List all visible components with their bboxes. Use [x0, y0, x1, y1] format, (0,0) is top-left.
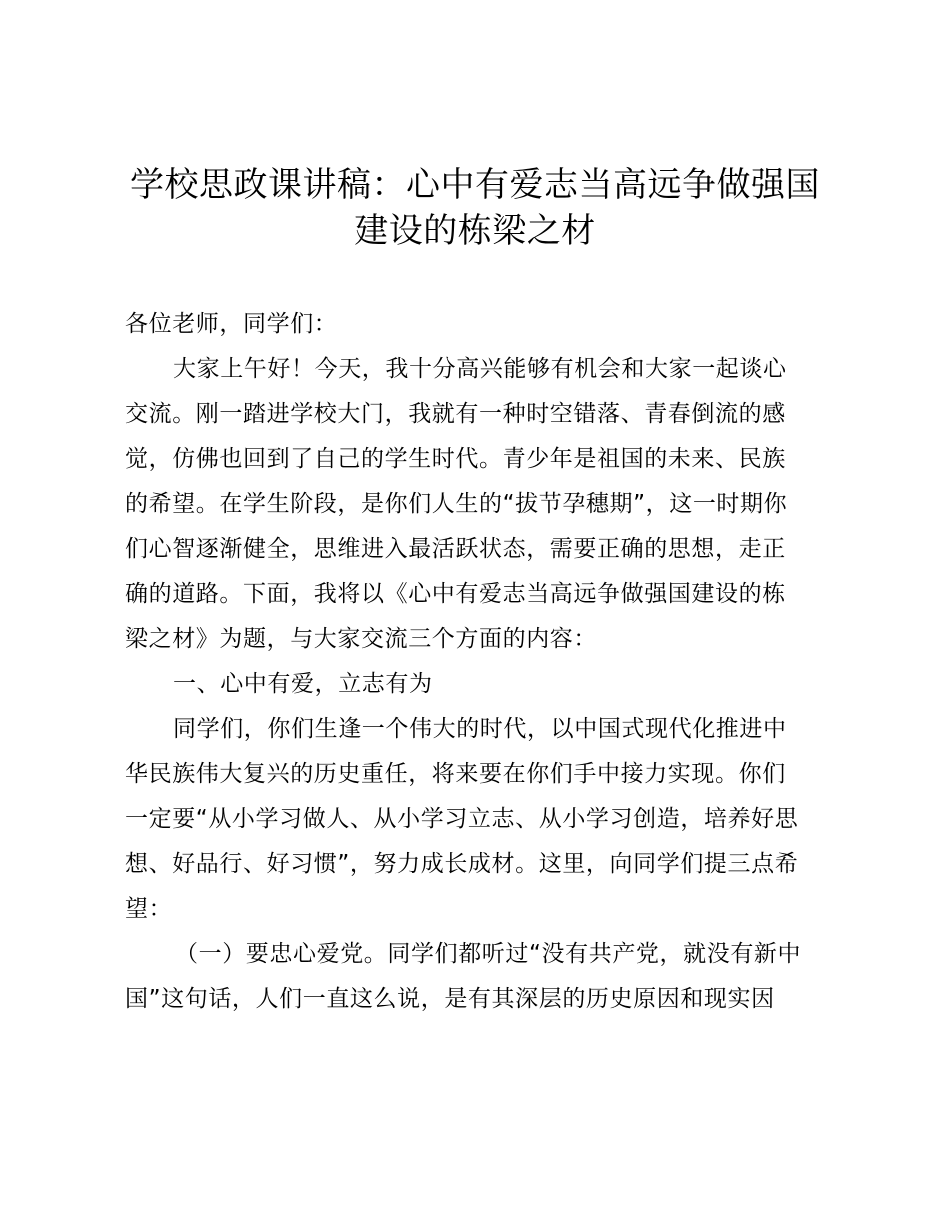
paragraph-2-line-5: 望：	[125, 896, 173, 922]
paragraph-2-line-4: 想、好品行、好习惯”，努力成长成材。这里，向同学们提三点希	[125, 851, 799, 877]
document-body	[125, 302, 837, 1022]
paragraph-2-line-2: 华民族伟大复兴的历史重任，将来要在你们手中接力实现。你们	[125, 761, 786, 787]
paragraph-1-line-3: 觉，仿佛也回到了自己的学生时代。青少年是祖国的未来、民族	[125, 446, 786, 472]
paragraph-1-line-4: 的希望。在学生阶段，是你们人生的“拔节孕穗期”，这一时期你	[125, 491, 788, 517]
title-line-1: 学校思政课讲稿：心中有爱志当高远争做强国	[130, 165, 820, 205]
paragraph-3-line-1: （一）要忠心爱党。同学们都听过“没有共产党，就没有新中	[175, 941, 802, 967]
paragraph-1-line-5: 们心智逐渐健全，思维进入最活跃状态，需要正确的思想，走正	[125, 536, 786, 562]
paragraph-1-line-1: 大家上午好！今天，我十分高兴能够有机会和大家一起谈心	[173, 356, 787, 382]
document-title	[100, 162, 850, 254]
paragraph-2-line-3: 一定要“从小学习做人、从小学习立志、从小学习创造，培养好思	[125, 806, 799, 832]
section-heading-1: 一、心中有爱，立志有为	[173, 671, 433, 697]
paragraph-2-line-1: 同学们，你们生逢一个伟大的时代，以中国式现代化推进中	[173, 716, 787, 742]
paragraph-3-line-2: 国”这句话，人们一直这么说，是有其深层的历史原因和现实因	[125, 986, 775, 1012]
salutation: 各位老师，同学们：	[125, 311, 338, 337]
title-line-2: 建设的栋梁之材	[354, 211, 596, 251]
paragraph-1-line-7: 梁之材》为题，与大家交流三个方面的内容：	[125, 626, 597, 652]
paragraph-1-line-6: 确的道路。下面，我将以《心中有爱志当高远争做强国建设的栋	[125, 581, 786, 607]
paragraph-1-line-2: 交流。刚一踏进学校大门，我就有一种时空错落、青春倒流的感	[125, 401, 786, 427]
